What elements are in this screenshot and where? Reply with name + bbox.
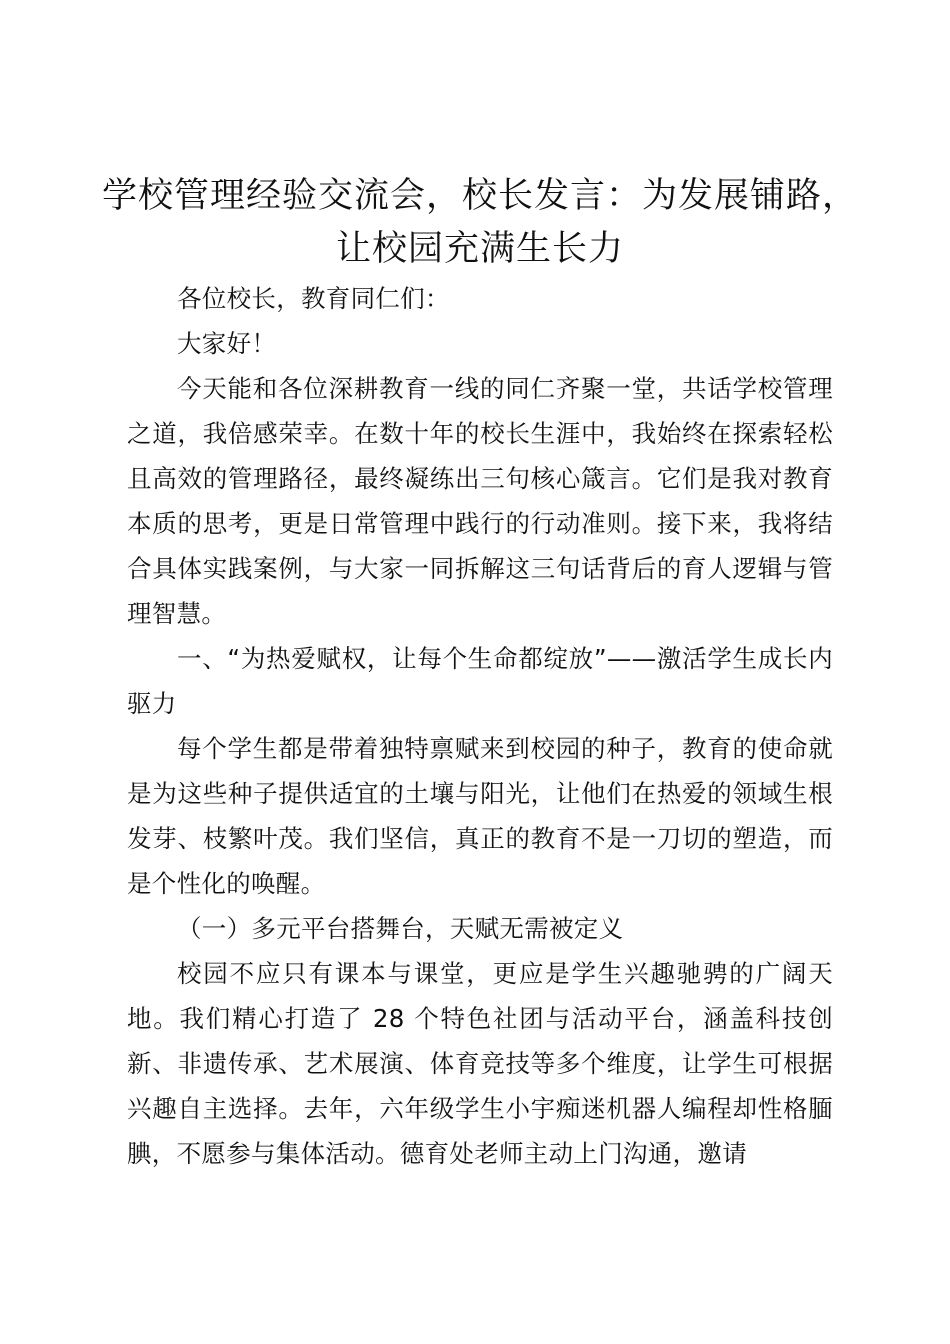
salutation-paragraph: 各位校长，教育同仁们：: [177, 284, 450, 313]
greeting-paragraph: 大家好！: [177, 329, 277, 358]
subsection-heading: （一）多元平台搭舞台，天赋无需被定义: [177, 914, 624, 943]
section-heading: 一、“为热爱赋权，让每个生命都绽放”——激活学生成长内驱力: [127, 644, 833, 718]
document-title: 学校管理经验交流会，校长发言：为发展铺路，让校园充满生长力: [101, 176, 858, 269]
intro-paragraph: 今天能和各位深耕教育一线的同仁齐聚一堂，共话学校管理之道，我倍感荣幸。在数十年的校长生涯中，我始终在探索轻松且高效的管理路径，最终凝练出三句核心箴言。它们是我对教育本质的思考，更是日常管理中践行的行动准则。接下来，我将结合具体实践案例，与大家一同拆解这三句话背后的育人逻辑与管理智慧。: [127, 374, 833, 628]
body-paragraph: 每个学生都是带着独特禀赋来到校园的种子，教育的使命就是为这些种子提供适宜的土壤与阳光，让他们在热爱的领域生根发芽、枝繁叶茂。我们坚信，真正的教育不是一刀切的塑造，而是个性化的唤醒。: [127, 734, 833, 898]
document-body: [127, 276, 833, 1176]
body-paragraph: 校园不应只有课本与课堂，更应是学生兴趣驰骋的广阔天地。我们精心打造了 28 个特色社团与活动平台，涵盖科技创新、非遗传承、艺术展演、体育竞技等多个维度，让学生可根据兴趣自主选择。去年，六年级学生小宇痴迷机器人编程却性格腼腆，不愿参与集体活动。德育处老师主动上门沟通，邀请: [127, 959, 833, 1168]
